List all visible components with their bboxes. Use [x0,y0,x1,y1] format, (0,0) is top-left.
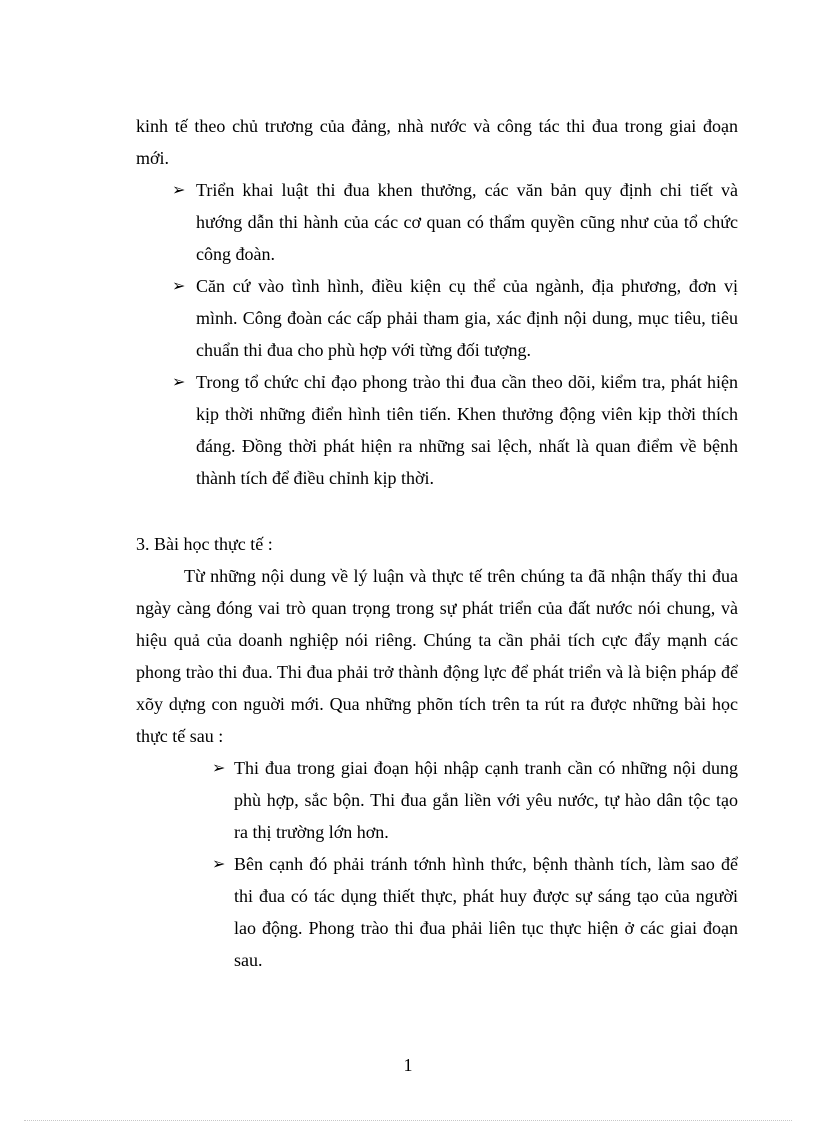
bullet-text: Thi đua trong giai đoạn hội nhập cạnh tranh cần có những nội dung phù hợp, sắc bộn. Thi đua gắn liền với yêu nước, tự hào dân tộc tạo ra thị trường lớn hơn. [234,758,738,842]
arrow-bullet-icon: ➢ [212,758,226,777]
list-item [172,366,738,494]
page-bottom-divider [24,1120,792,1121]
arrow-bullet-icon: ➢ [172,276,186,295]
bullet-text: Trong tổ chức chỉ đạo phong trào thi đua cần theo dõi, kiểm tra, phát hiện kịp thời những điển hình tiên tiến. Khen thưởng động viên kịp thời thích đáng. Đồng thời phát hiện ra những sai lệch, nhất là quan điểm về bệnh thành tích để điều chỉnh kịp thời. [196,372,738,488]
arrow-bullet-icon: ➢ [172,180,186,199]
intro-paragraph: kinh tế theo chủ trương của đảng, nhà nước và công tác thi đua trong giai đoạn mới. [136,116,738,168]
body-paragraph: Từ những nội dung về lý luận và thực tế trên chúng ta đã nhận thấy thi đua ngày càng đóng vai trò quan trọng trong sự phát triển của đất nước nói chung, và hiệu quả của doanh nghiệp nói riêng. Chúng ta cần phải tích cực đẩy mạnh các phong trào thi đua. Thi đua phải trở thành động lực để phát triển và là biện pháp để xõy dựng con nguời mới. Qua những phõn tích trên ta rút ra được những bài học thực tế sau : [136,566,738,746]
list-item [172,174,738,270]
list-item [212,848,738,976]
page-number: 1 [403,1055,413,1075]
bullet-text: Triển khai luật thi đua khen thưởng, các văn bản quy định chi tiết và hướng dẫn thi hành của các cơ quan có thẩm quyền cũng như của tổ chức công đoàn. [196,180,738,264]
list-item [212,752,738,848]
bullet-text: Căn cứ vào tình hình, điều kiện cụ thể của ngành, địa phương, đơn vị mình. Công đoàn các cấp phải tham gia, xác định nội dung, mục tiêu, tiêu chuẩn thi đua cho phù hợp với từng đối tượng. [196,276,738,360]
arrow-bullet-icon: ➢ [212,854,226,873]
bullet-text: Bên cạnh đó phải tránh tớnh hình thức, bệnh thành tích, làm sao để thi đua có tác dụng thiết thực, phát huy được sự sáng tạo của người lao động. Phong trào thi đua phải liên tục thực hiện ở các giai đoạn sau. [234,854,738,970]
list-item [172,270,738,366]
section-heading: 3. Bài học thực tế : [136,534,273,554]
arrow-bullet-icon: ➢ [172,372,186,391]
